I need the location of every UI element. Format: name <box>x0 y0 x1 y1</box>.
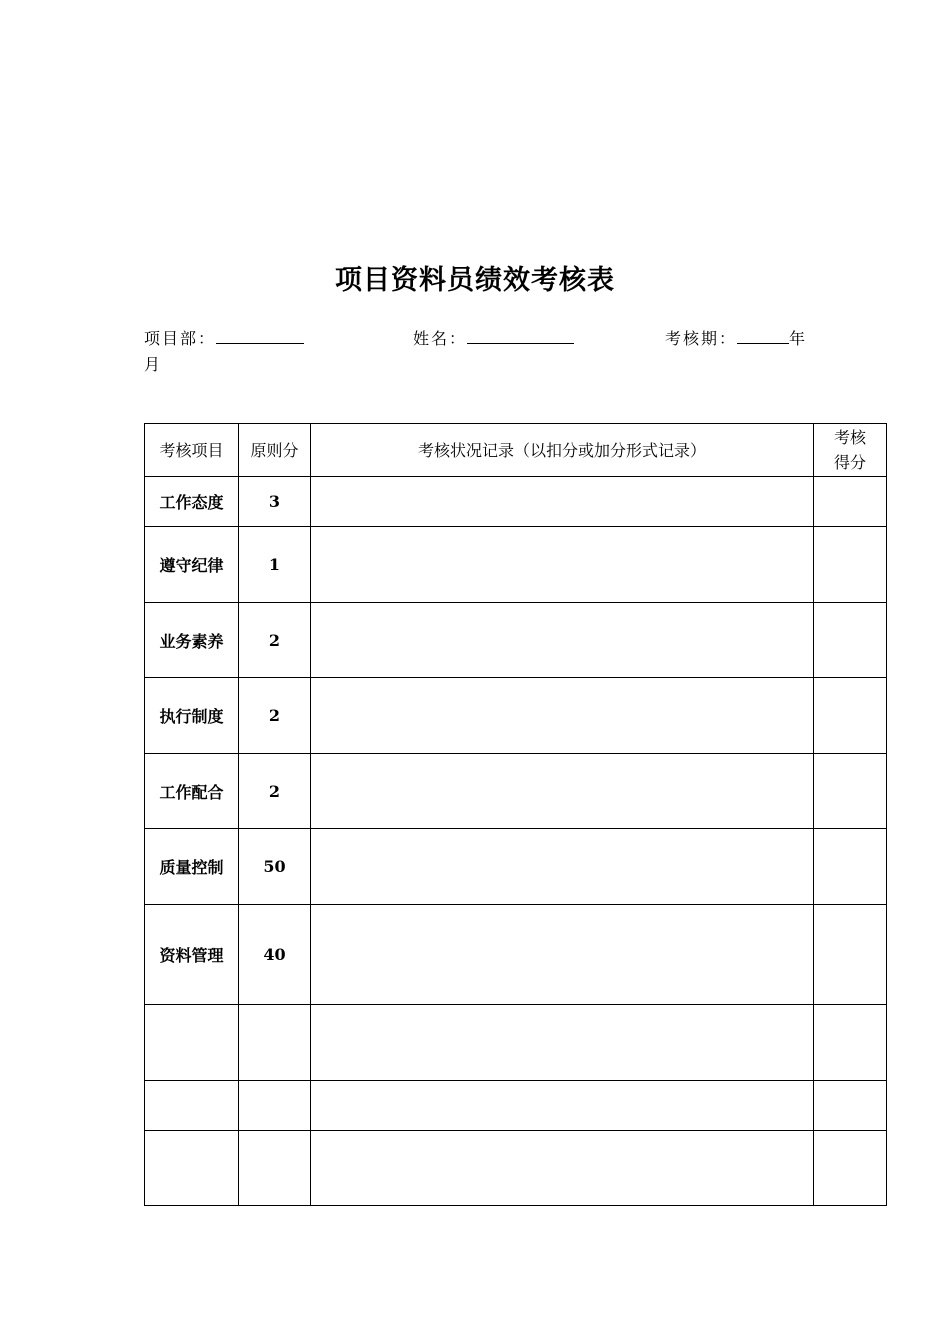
period-year-blank[interactable] <box>737 327 789 344</box>
row-record-cell[interactable] <box>311 754 814 829</box>
table-row <box>145 829 887 905</box>
row-score-cell[interactable] <box>814 678 887 754</box>
name-label: 姓名： <box>413 329 468 348</box>
table-row <box>145 1131 887 1206</box>
row-item: 质量控制 <box>145 829 239 905</box>
row-points: 2 <box>239 754 311 829</box>
row-item[interactable] <box>145 1005 239 1081</box>
period-month-label: 月 <box>144 355 161 374</box>
row-item[interactable] <box>145 1081 239 1131</box>
row-record-cell[interactable] <box>311 1005 814 1081</box>
project-dept-blank[interactable] <box>216 327 304 344</box>
table-row <box>145 527 887 603</box>
row-item: 业务素养 <box>145 603 239 678</box>
row-score-cell[interactable] <box>814 477 887 527</box>
row-score-cell[interactable] <box>814 905 887 1005</box>
table-row <box>145 1005 887 1081</box>
row-record-cell[interactable] <box>311 678 814 754</box>
row-item: 工作态度 <box>145 477 239 527</box>
period-field <box>665 326 807 349</box>
row-score-cell[interactable] <box>814 829 887 905</box>
row-item: 执行制度 <box>145 678 239 754</box>
row-record-cell[interactable] <box>311 829 814 905</box>
row-points: 3 <box>239 477 311 527</box>
row-record-cell[interactable] <box>311 603 814 678</box>
row-record-cell[interactable] <box>311 1131 814 1206</box>
header-row <box>145 424 887 477</box>
period-label: 考核期： <box>665 329 738 348</box>
row-points: 2 <box>239 678 311 754</box>
row-item: 工作配合 <box>145 754 239 829</box>
header-item: 考核项目 <box>145 424 239 477</box>
row-record-cell[interactable] <box>311 477 814 527</box>
period-year-label: 年 <box>789 329 808 348</box>
assessment-table <box>144 423 887 1206</box>
row-score-cell[interactable] <box>814 1081 887 1131</box>
table-row <box>145 678 887 754</box>
table-row <box>145 603 887 678</box>
header-points: 原则分 <box>239 424 311 477</box>
row-record-cell[interactable] <box>311 1081 814 1131</box>
project-dept-label: 项目部： <box>144 329 217 348</box>
page-title: 项目资料员绩效考核表 <box>335 265 615 296</box>
project-dept-field <box>144 326 304 349</box>
row-item: 资料管理 <box>145 905 239 1005</box>
row-score-cell[interactable] <box>814 527 887 603</box>
header-record: 考核状况记录（以扣分或加分形式记录） <box>311 424 814 477</box>
row-score-cell[interactable] <box>814 1131 887 1206</box>
row-points: 40 <box>239 905 311 1005</box>
name-blank[interactable] <box>467 327 574 344</box>
header-score-line1: 考核 <box>833 428 866 447</box>
header-info-line <box>144 326 824 350</box>
row-points[interactable] <box>239 1081 311 1131</box>
row-score-cell[interactable] <box>814 603 887 678</box>
table-row <box>145 754 887 829</box>
row-points: 2 <box>239 603 311 678</box>
row-item: 遵守纪律 <box>145 527 239 603</box>
row-score-cell[interactable] <box>814 754 887 829</box>
header-score-line2: 得分 <box>833 453 866 472</box>
table-row <box>145 477 887 527</box>
row-points: 1 <box>239 527 311 603</box>
row-record-cell[interactable] <box>311 527 814 603</box>
table-row <box>145 1081 887 1131</box>
row-score-cell[interactable] <box>814 1005 887 1081</box>
row-points[interactable] <box>239 1131 311 1206</box>
row-item[interactable] <box>145 1131 239 1206</box>
table-row <box>145 905 887 1005</box>
row-points[interactable] <box>239 1005 311 1081</box>
header-score <box>814 424 887 477</box>
name-field <box>413 326 574 349</box>
row-record-cell[interactable] <box>311 905 814 1005</box>
row-points: 50 <box>239 829 311 905</box>
